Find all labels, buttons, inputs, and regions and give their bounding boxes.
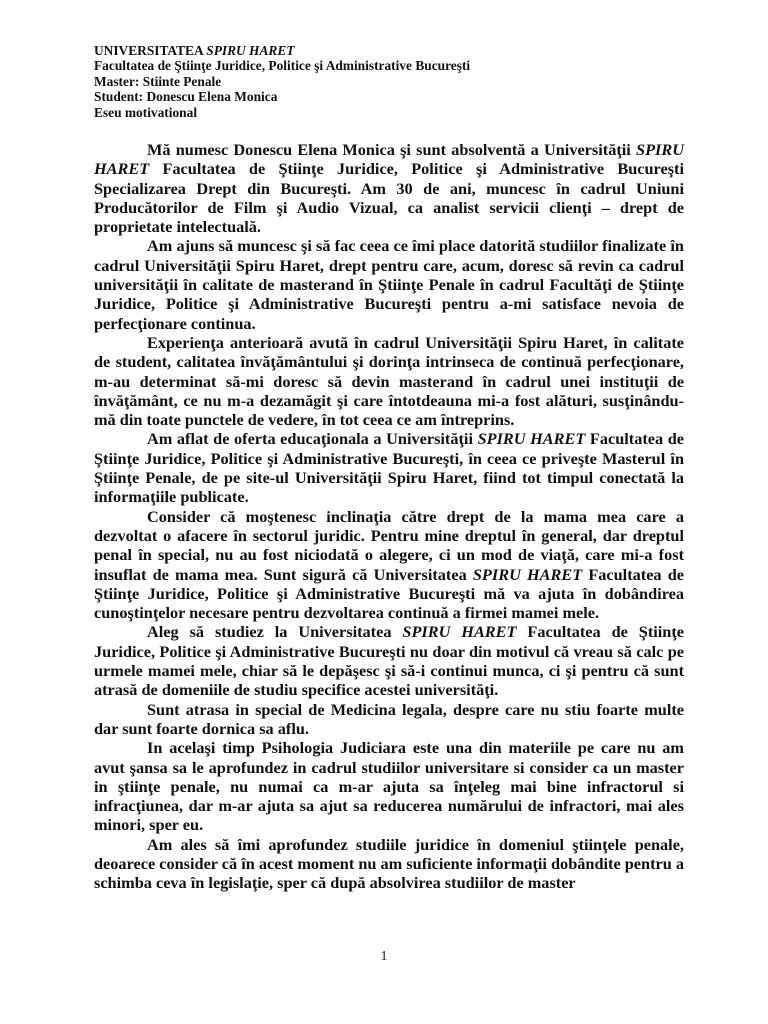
faculty-line: Facultatea de Ştiinţe Juridice, Politice şi Administrative Bucureşti [94,58,471,74]
paragraph-text: Mă numesc Donescu Elena Monica şi sunt absolventă a Universităţii [147,140,637,159]
essay-paragraph [94,429,684,506]
italic-university-name: SPIRU HARET [472,564,583,584]
paragraph-text: Consider că moştenesc inclinaţia către drept de la mama mea care a dezvoltat o afacere în sectorul juridic. Pentru mine dreptul în general, dar dreptul penal în special, nu au fost niciodată o alegere, ci un mod de viaţă, care mi-a fost insuflat de mama mea. Sunt sigură că Universitatea [94,506,684,584]
university-name: SPIRU HARET [206,43,295,58]
paragraph-text: Facultatea de Ştiinţe Juridice, Politice şi Administrative Bucureşti nu doar din motivul că vreau să calc pe urmele mamei mele, chiar să le depăşesc şi să-i continui munca, ci şi pentru că sunt atrasă de domeniile de studiu specifice acestei universităţi. [94,622,685,700]
paragraph-text: Facultatea de Ştiinţe Juridice, Politice şi Administrative Bucureşti, în ceea ce priveşte Masterul în Ştiinţe Penale, de pe site-ul Universităţii Spiru Haret, fiind tot timpul conectată la informaţiile publicate. [94,429,684,507]
paragraph-text: In acelaşi timp Psihologia Judiciara este una din materiile pe care nu am avut şansa sa le aprofundez in cadrul studiilor universitare si consider ca un master in ştiinţe penale, nu numai ca m-ar ajuta sa înţeleg mai bine infractorul si infracţiunea, dar m-ar ajuta sa ajut sa reducerea numărului de infractori, mai ales minori, sper eu. [94,738,684,835]
essay-paragraph [94,507,684,623]
essay-paragraph [94,835,684,893]
page-number: 1 [380,948,388,963]
paragraph-text: Aleg să studiez la Universitatea [147,622,403,642]
document-type-line: Eseu motivational [94,104,198,120]
university-line [94,43,684,58]
essay-paragraph [94,738,684,834]
essay-paragraph [94,622,684,699]
paragraph-text: Am ales să îmi aprofundez studiile juridice în domeniul ştiinţele penale, deoarece consider că în acest moment nu am suficiente informaţii dobândite pentru a schimba ceva în legislaţie, sper că după absolvirea studiilor de master [94,834,684,893]
student-line: Student: Donescu Elena Monica [94,89,278,105]
essay-paragraph [94,140,684,236]
essay-paragraph [94,700,684,739]
paragraph-text: Am aflat de oferta educaţionala a Universităţii [147,429,478,449]
university-prefix: UNIVERSITATEA [94,43,207,58]
italic-university-name: SPIRU HARET [402,622,517,642]
document-header [94,43,684,120]
paragraph-text: Am ajuns să muncesc şi să fac ceea ce îmi place datorită studiilor finalizate în cadrul Universităţii Spiru Haret, drept pentru care, acum, doresc să revin ca cadrul universităţii în calitate de masterand în Ştiinţe Penale în cadrul Facultăţi de Ştiinţe Juridice, Politice şi Administrative Bucureşti pentru a-mi satisface nevoia de perfecţionare continua. [94,236,684,333]
italic-university-name: SPIRU HARET [94,140,684,179]
paragraph-text: Facultatea de Ştiinţe Juridice, Politice şi Administrative Bucureşti mă va ajuta în dobândirea cunoştinţelor necesare pentru dezvoltarea continuă a firmei mamei mele. [94,564,684,623]
essay-paragraph [94,236,684,332]
paragraph-text: Sunt atrasa in special de Medicina legala, despre care nu stiu foarte multe dar sunt foarte dornica sa aflu. [94,699,684,738]
paragraph-text: Experienţa anterioară avută în cadrul Universităţii Spiru Haret, în calitate de student, calitatea învăţământului şi dorinţa intrinseca de continuă perfecţionare, m-au determinat să-mi doresc să devin masterand în cadrul unei instituţii de învăţământ, ce nu m-a dezamăgit şi care întotdeauna mi-a fost alături, susţinându-mă din toate punctele de vedere, în tot ceea ce am întreprins. [94,332,684,430]
italic-university-name: SPIRU HARET [477,429,586,449]
essay-body [94,140,684,893]
master-line: Master: Stiinte Penale [94,73,222,89]
essay-paragraph [94,333,684,429]
paragraph-text: Facultatea de Ştiinţe Juridice, Politice şi Administrative Bucureşti Specializarea Drept din Bucureşti. Am 30 de ani, muncesc în cadrul Uniuni Producătorilor de Film şi Audio Vizual, ca analist servicii clienţi – drept de proprietate intelectuală. [94,159,684,237]
